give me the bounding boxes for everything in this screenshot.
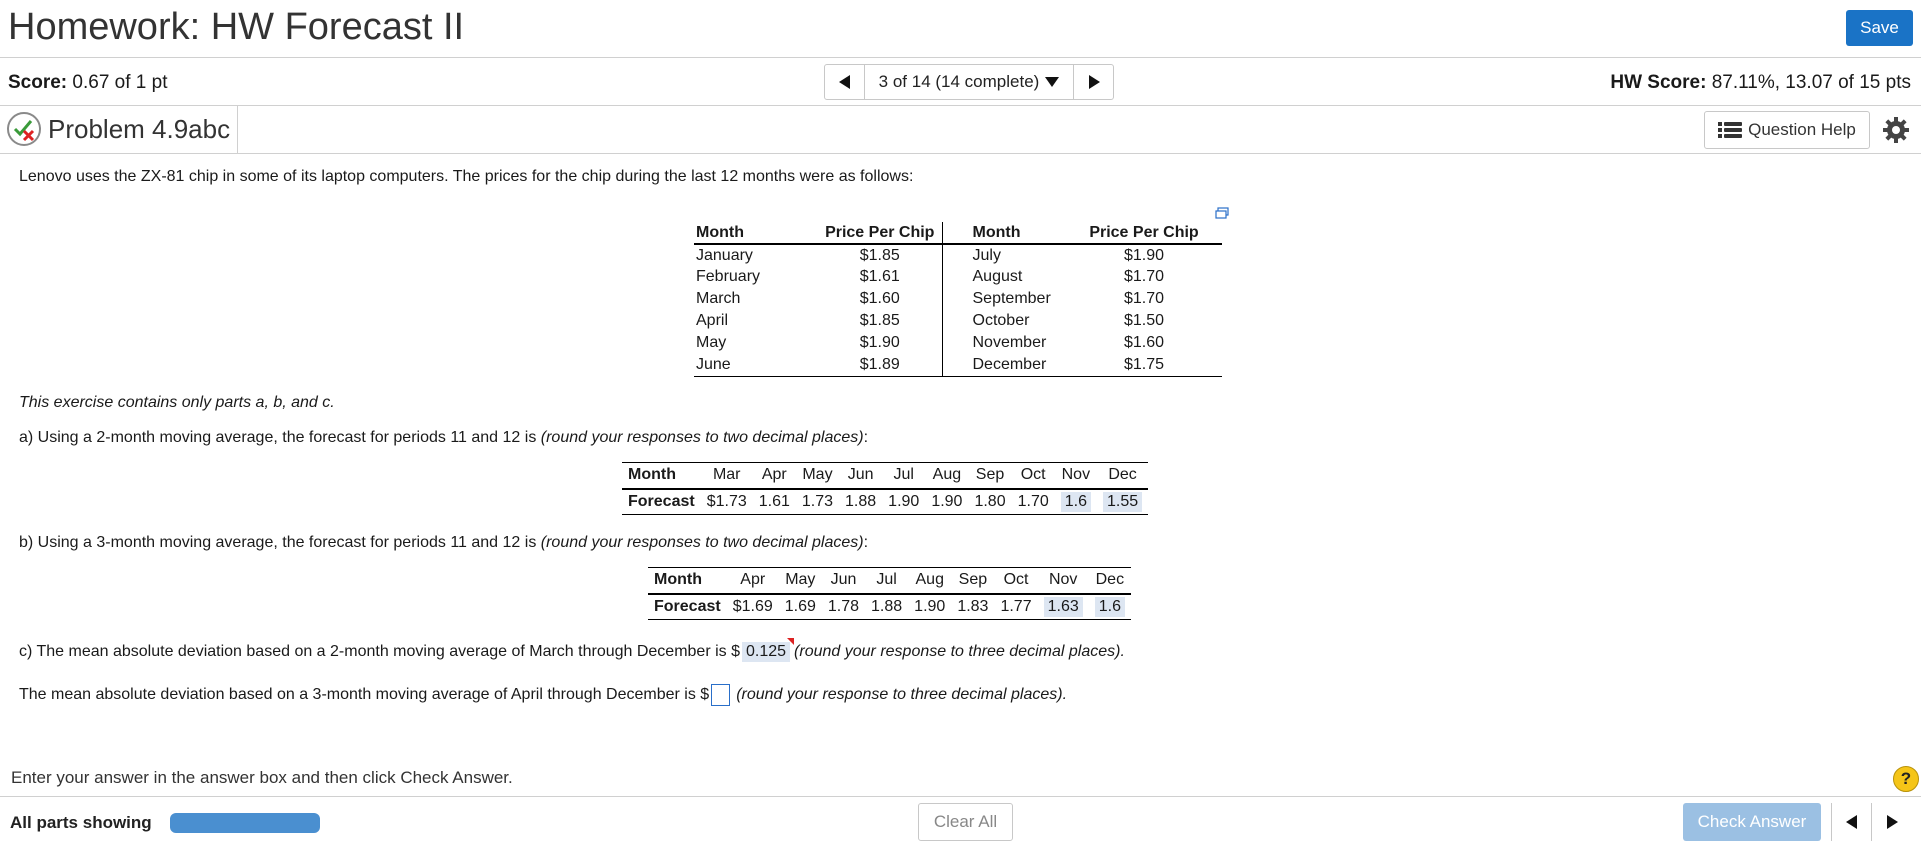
list-icon — [1718, 121, 1742, 139]
month-cell: May — [779, 568, 822, 594]
month-cell: April — [696, 312, 729, 329]
price-cell: $1.90 — [818, 332, 942, 354]
incorrect-flag-icon — [787, 638, 794, 645]
part-c2-prompt — [19, 684, 1067, 706]
month-cell: July — [972, 246, 1001, 264]
part-b-rounding: (round your responses to two decimal places) — [540, 534, 864, 551]
month-cell: May — [796, 463, 839, 489]
question-score — [8, 72, 168, 94]
answer-cell-dec[interactable] — [1089, 594, 1131, 620]
row-header-month: Month — [622, 463, 701, 489]
month-cell: Jul — [882, 463, 925, 489]
table-row — [694, 310, 1222, 332]
triangle-down-icon — [1045, 77, 1059, 87]
triangle-right-icon — [1886, 815, 1898, 829]
part-c-rounding: (round your response to three decimal places). — [794, 643, 1125, 660]
clear-all-button[interactable]: Clear All — [918, 803, 1013, 841]
answer-field-nov[interactable]: 1.6 — [1061, 492, 1091, 512]
part-c2-rounding: (round your response to three decimal places). — [736, 686, 1068, 703]
forecast-cell: 1.88 — [839, 489, 882, 515]
month-cell: Oct — [994, 568, 1037, 594]
forecast-cell: 1.73 — [796, 489, 839, 515]
gear-icon[interactable] — [1882, 116, 1910, 144]
forecast-table-3month — [648, 567, 1131, 620]
mad-2month-answer-value: 0.125 — [746, 643, 787, 660]
price-table-header — [694, 222, 1222, 244]
forecast-cell: 1.90 — [925, 489, 968, 515]
month-cell: Jul — [865, 568, 908, 594]
forecast-cell: 1.80 — [968, 489, 1011, 515]
forecast-cell: 1.83 — [951, 594, 994, 620]
part-b-text: b) Using a 3-month moving average, the forecast for periods 11 and 12 is — [19, 534, 541, 551]
price-cell: $1.50 — [1123, 312, 1165, 329]
row-header-forecast: Forecast — [648, 594, 727, 620]
problem-bar — [0, 106, 1921, 154]
homework-title: Homework: HW Forecast II — [8, 6, 465, 48]
footer-next-button[interactable] — [1872, 803, 1912, 841]
answer-instruction: Enter your answer in the answer box and then click Check Answer. — [11, 768, 513, 787]
header-price: Price Per Chip — [818, 222, 942, 244]
parts-note: This exercise contains only parts a, b, and c. — [19, 394, 335, 411]
parts-progress-bar — [170, 813, 320, 833]
help-icon[interactable]: ? — [1893, 766, 1919, 792]
score-bar — [0, 58, 1921, 106]
month-cell: Dec — [1097, 463, 1148, 489]
triangle-right-icon — [1088, 75, 1100, 89]
part-c-text: c) The mean absolute deviation based on a 2-month moving average of March through December is $ — [19, 643, 740, 660]
answer-cell-nov[interactable] — [1055, 489, 1097, 515]
triangle-left-icon — [1846, 815, 1858, 829]
price-cell: $1.89 — [818, 354, 942, 376]
mad-3month-answer-field[interactable] — [711, 684, 730, 706]
month-cell: Sep — [968, 463, 1011, 489]
part-a-colon: : — [863, 429, 869, 446]
header-month: Month — [942, 222, 1066, 244]
table-row — [694, 332, 1222, 354]
month-cell: January — [696, 246, 753, 264]
problem-title: Problem 4.9abc — [48, 114, 231, 144]
page-header — [0, 0, 1921, 58]
month-cell: Dec — [1089, 568, 1131, 594]
month-cell: August — [972, 268, 1023, 285]
all-parts-label: All parts showing — [10, 813, 152, 832]
question-help-button[interactable] — [1704, 111, 1870, 149]
intro-text: Lenovo uses the ZX-81 chip in some of its laptop computers. The prices for the chip during the last 12 months were as follows: — [19, 168, 914, 185]
price-cell: $1.85 — [818, 310, 942, 332]
question-navigator — [824, 64, 1114, 100]
month-cell: Aug — [908, 568, 951, 594]
forecast-cell: 1.77 — [994, 594, 1037, 620]
part-c2-text: The mean absolute deviation based on a 3-month moving average of April through December is $ — [19, 686, 710, 703]
month-cell: Aug — [925, 463, 968, 489]
part-a-text: a) Using a 2-month moving average, the forecast for periods 11 and 12 is — [19, 429, 541, 446]
expand-icon[interactable] — [1215, 207, 1229, 219]
divider — [237, 106, 238, 154]
price-cell: $1.70 — [1123, 290, 1165, 307]
footer-bar — [0, 796, 1921, 847]
partial-credit-icon — [7, 112, 41, 146]
hw-score-label: HW Score: — [1610, 72, 1707, 93]
table-row — [694, 354, 1222, 376]
previous-question-button[interactable] — [825, 65, 865, 99]
forecast-row — [622, 489, 1148, 515]
answer-field-nov[interactable]: 1.63 — [1044, 597, 1083, 617]
footer-navigation — [1831, 803, 1915, 841]
forecast-row — [648, 594, 1131, 620]
price-cell: $1.70 — [1123, 268, 1165, 285]
part-a-prompt — [19, 429, 868, 447]
month-cell: December — [942, 354, 1066, 376]
month-cell: September — [972, 290, 1051, 307]
forecast-cell: 1.69 — [779, 594, 822, 620]
footer-previous-button[interactable] — [1832, 803, 1872, 841]
forecast-table-2month — [622, 462, 1148, 515]
part-a-rounding: (round your responses to two decimal places) — [540, 429, 864, 446]
price-table — [694, 222, 1222, 377]
score-value: 0.67 of 1 pt — [72, 72, 168, 93]
forecast-cell: 1.78 — [822, 594, 865, 620]
month-row — [622, 463, 1148, 489]
month-cell: October — [972, 312, 1030, 329]
check-answer-button[interactable]: Check Answer — [1683, 803, 1821, 841]
row-header-forecast: Forecast — [622, 489, 701, 515]
table-row — [694, 244, 1222, 266]
month-cell: March — [696, 290, 741, 307]
price-cell: $1.75 — [1066, 354, 1222, 376]
question-help-label: Question Help — [1748, 120, 1856, 139]
price-cell: $1.60 — [818, 288, 942, 310]
header-price: Price Per Chip — [1066, 222, 1222, 244]
next-question-button[interactable] — [1073, 65, 1113, 99]
question-select[interactable] — [865, 65, 1073, 99]
hw-score-value: 87.11%, 13.07 of 15 pts — [1711, 72, 1911, 93]
header-month: Month — [694, 222, 818, 244]
month-row — [648, 568, 1131, 594]
forecast-cell: $1.73 — [701, 489, 753, 515]
answer-cell-dec[interactable] — [1097, 489, 1148, 515]
month-cell: Mar — [701, 463, 753, 489]
forecast-cell: 1.70 — [1012, 489, 1055, 515]
month-cell: Apr — [727, 568, 779, 594]
answer-field-dec[interactable]: 1.55 — [1103, 492, 1142, 512]
month-cell: Nov — [1055, 463, 1097, 489]
row-header-month: Month — [648, 568, 727, 594]
month-cell: November — [972, 334, 1047, 351]
answer-cell-nov[interactable] — [1038, 594, 1089, 620]
month-cell: June — [694, 354, 818, 376]
month-cell: Sep — [951, 568, 994, 594]
table-row — [694, 288, 1222, 310]
part-b-prompt — [19, 534, 868, 552]
month-cell: May — [696, 334, 727, 351]
forecast-cell: $1.69 — [727, 594, 779, 620]
question-select-label: 3 of 14 (14 complete) — [878, 72, 1040, 91]
hw-score — [1610, 72, 1911, 94]
part-b-colon: : — [863, 534, 869, 551]
month-cell: Apr — [753, 463, 796, 489]
triangle-left-icon — [839, 75, 851, 89]
mad-2month-answer-field[interactable] — [742, 642, 790, 662]
forecast-cell: 1.90 — [908, 594, 951, 620]
price-cell: $1.60 — [1123, 334, 1165, 351]
answer-field-dec[interactable]: 1.6 — [1095, 597, 1125, 617]
month-cell: Nov — [1038, 568, 1089, 594]
forecast-cell: 1.88 — [865, 594, 908, 620]
month-cell: Jun — [839, 463, 882, 489]
price-cell: $1.90 — [1123, 246, 1165, 264]
month-cell: February — [696, 268, 761, 285]
score-label: Score: — [8, 72, 68, 93]
save-button[interactable]: Save — [1846, 10, 1913, 46]
forecast-cell: 1.90 — [882, 489, 925, 515]
month-cell: Oct — [1012, 463, 1055, 489]
price-cell: $1.85 — [818, 244, 942, 266]
month-cell: Jun — [822, 568, 865, 594]
price-cell: $1.61 — [818, 266, 942, 288]
table-row — [694, 266, 1222, 288]
part-c-prompt — [19, 642, 1125, 662]
forecast-cell: 1.61 — [753, 489, 796, 515]
